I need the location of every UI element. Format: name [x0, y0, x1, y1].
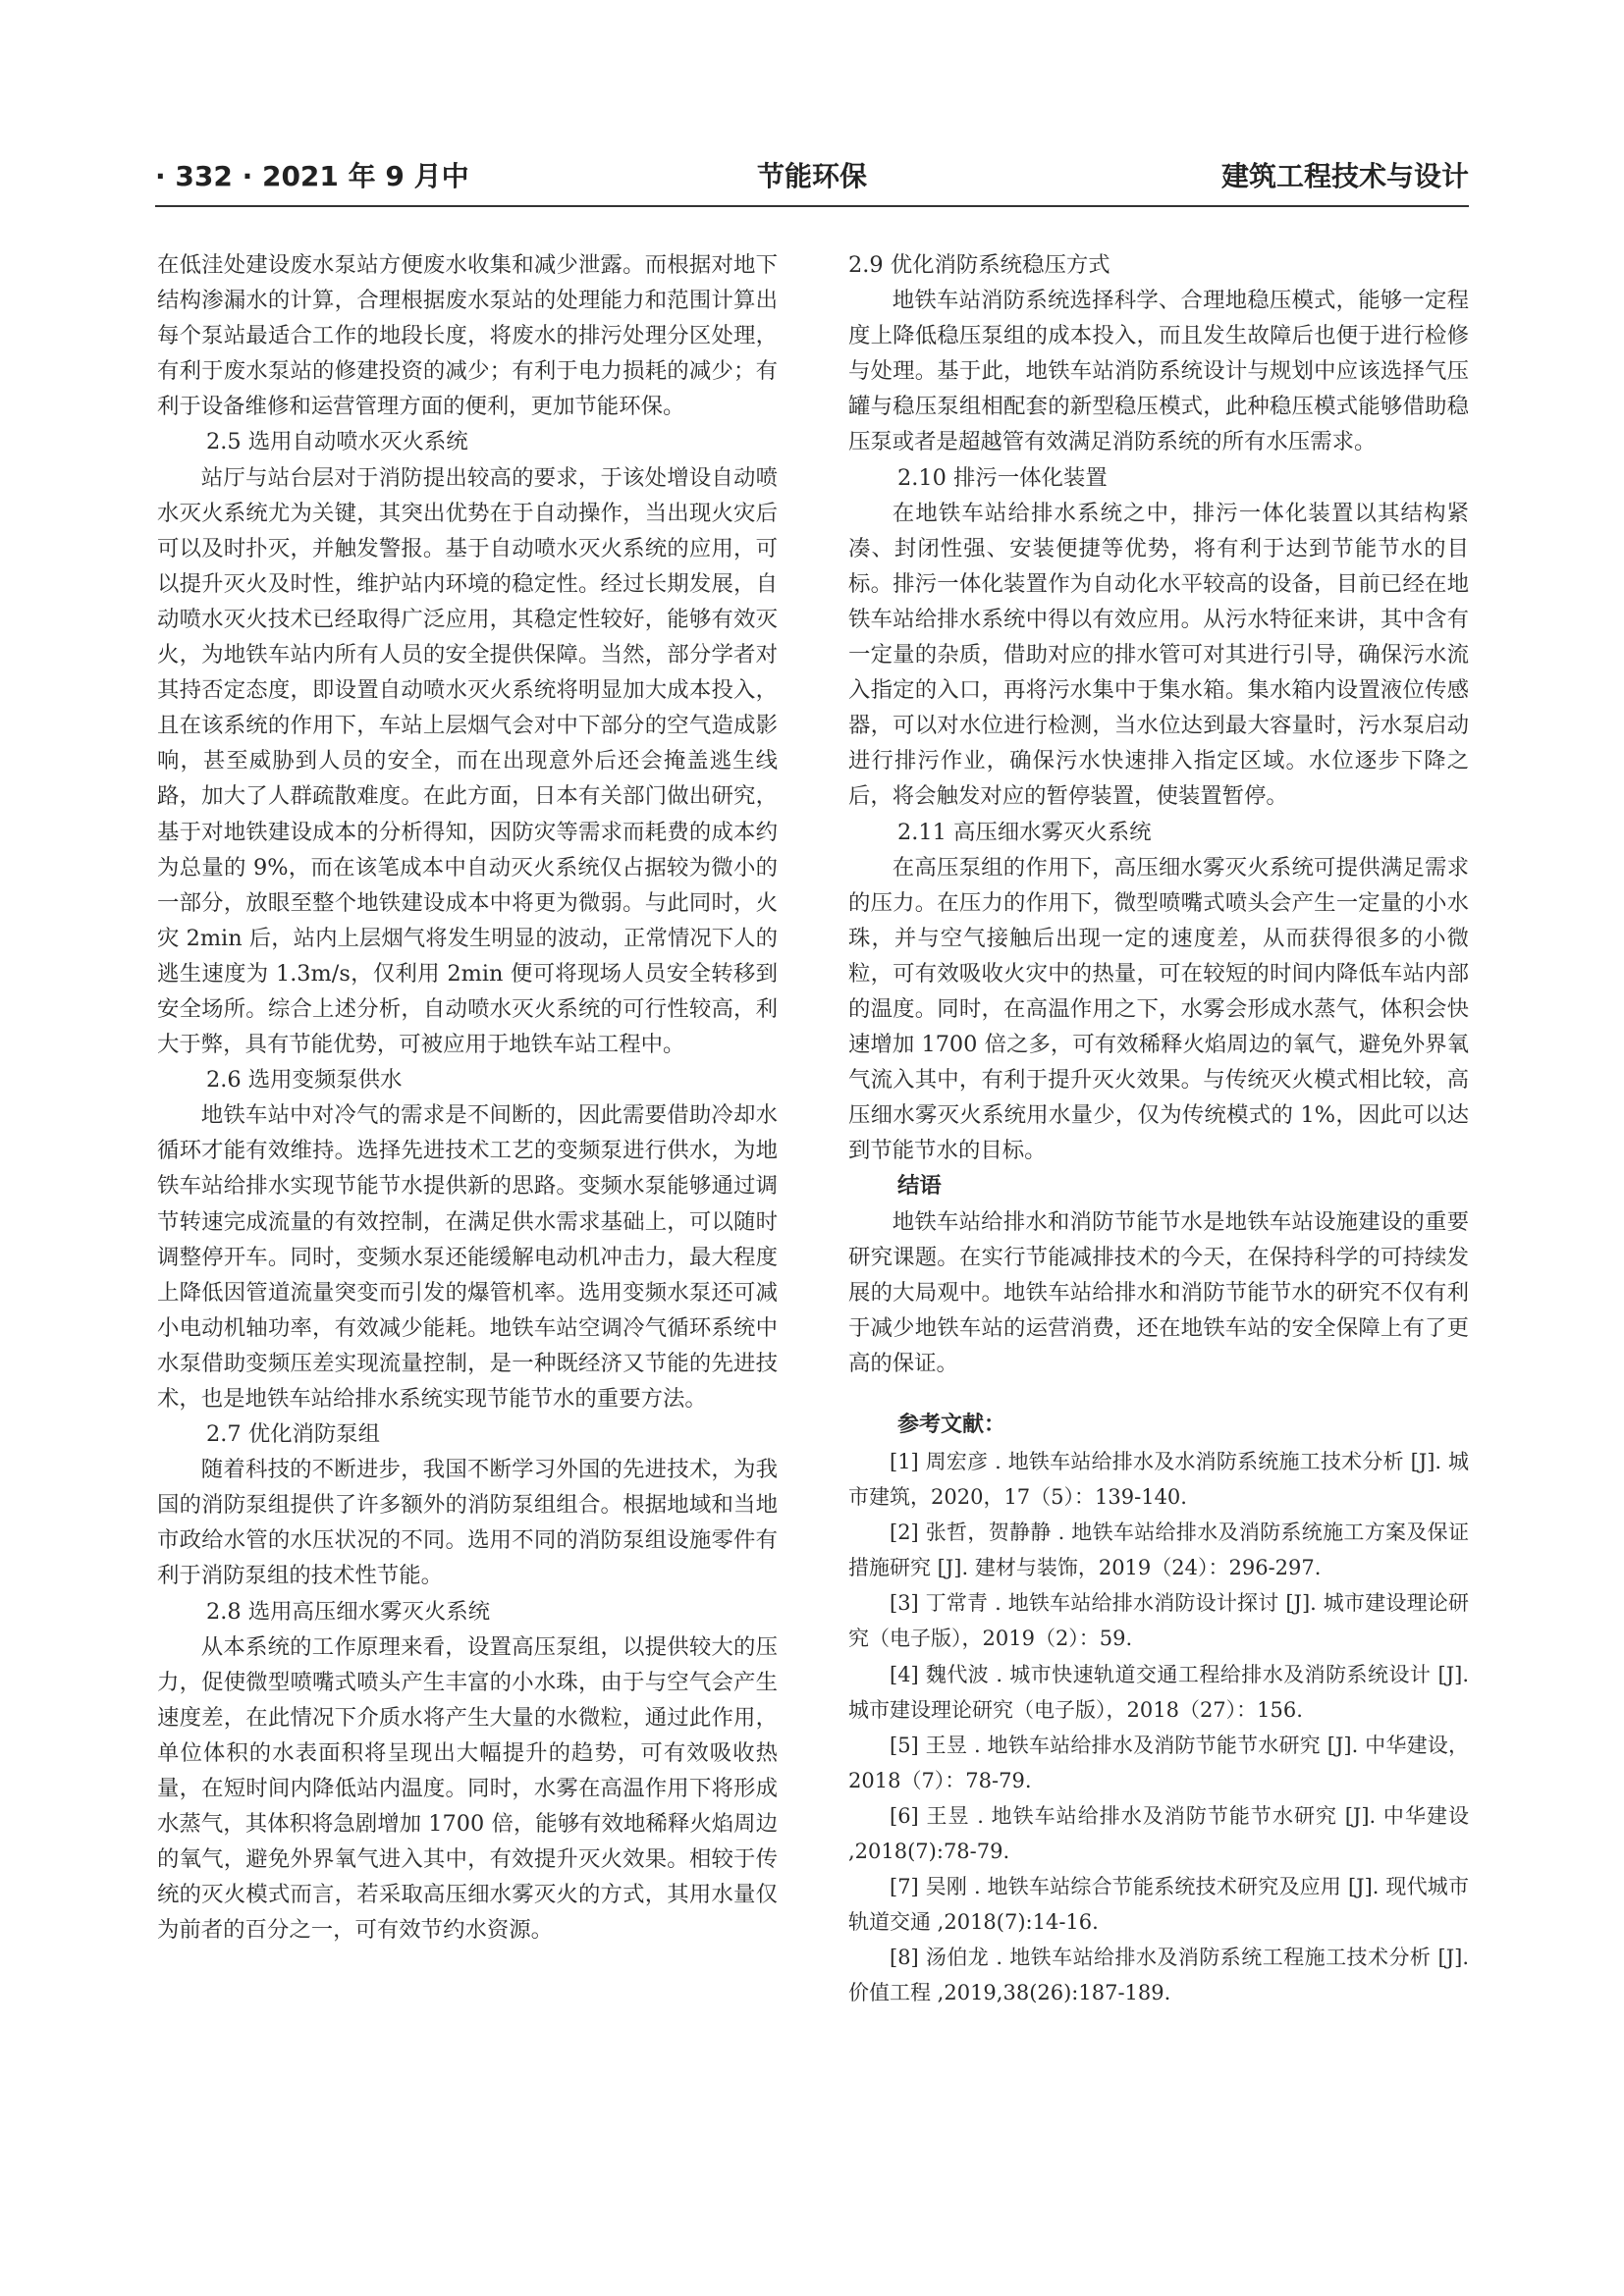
- header-divider: [155, 205, 1469, 207]
- paragraph-2-7: 随着科技的不断进步，我国不断学习外国的先进技术，为我国的消防泵组提供了许多额外的消防泵组组合。根据地域和当地市政给水管的水压状况的不同。选用不同的消防泵组设施零件有利于消防泵组的技术性节能。: [157, 1457, 778, 1589]
- reference-item: [1] 周宏彦 . 地铁车站给排水及水消防系统施工技术分析 [J]. 城市建筑，2020，17（5）：139-140.: [848, 1450, 1469, 1510]
- reference-item: [6] 王昱 . 地铁车站给排水及消防节能节水研究 [J]. 中华建设 ,2018(7):78-79.: [848, 1803, 1469, 1864]
- paragraph-2-10: 在地铁车站给排水系统之中，排污一体化装置以其结构紧凑、封闭性强、安装便捷等优势，将有利于达到节能节水的目标。排污一体化装置作为自动化水平较高的设备，目前已经在地铁车站给排水系统中得以有效应用。从污水特征来讲，其中含有一定量的杂质，借助对应的排水管可对其进行引导，确保污水流入指定的入口，再将污水集中于集水箱。集水箱内设置液位传感器，可以对水位进行检测，当水位达到最大容量时，污水泵启动进行排污作业，确保污水快速排入指定区域。水位逐步下降之后，将会触发对应的暂停装置，使装置暂停。: [848, 500, 1469, 810]
- paragraph-2-8: 从本系统的工作原理来看，设置高压泵组，以提供较大的压力，促使微型喷嘴式喷头产生丰富的小水珠，由于与空气会产生速度差，在此情况下介质水将产生大量的水微粒，通过此作用，单位体积的水表面积将呈现出大幅提升的趋势，可有效吸收热量，在短时间内降低站内温度。同时，水雾在高温作用下将形成水蒸气，其体积将急剧增加 1700 倍，能够有效地稀释火焰周边的氧气，避免外界氧气进入其中，有效提升灭火效果。相较于传统的灭火模式而言，若采取高压细水雾灭火的方式，其用水量仅为前者的百分之一，可有效节约水资源。: [157, 1633, 778, 1944]
- section-heading-2-6: 2.6 选用变频泵供水: [206, 1067, 403, 1094]
- intro-paragraph: 在低洼处建设废水泵站方便废水收集和减少泄露。而根据对地下结构渗漏水的计算，合理根据废水泵站的处理能力和范围计算出每个泵站最适合工作的地段长度，将废水的排污处理分区处理，有利于废水泵站的修建投资的减少；有利于电力损耗的减少；有利于设备维修和运营管理方面的便利，更加节能环保。: [157, 252, 778, 420]
- conclusion-paragraph: 地铁车站给排水和消防节能节水是地铁车站设施建设的重要研究课题。在实行节能减排技术的今天，在保持科学的可持续发展的大局观中。地铁车站给排水和消防节能节水的研究不仅有利于减少地铁车站的运营消费，还在地铁车站的安全保障上有了更高的保证。: [848, 1208, 1469, 1376]
- paragraph-2-6: 地铁车站中对冷气的需求是不间断的，因此需要借助冷却水循环才能有效维持。选择先进技术工艺的变频泵进行供水，为地铁车站给排水实现节能节水提供新的思路。变频水泵能够通过调节转速完成流量的有效控制，在满足供水需求基础上，可以随时调整停开车。同时，变频水泵还能缓解电动机冲击力，最大程度上降低因管道流量突变而引发的爆管机率。选用变频水泵还可减小电动机轴功率，有效减少能耗。地铁车站空调冷气循环系统中水泵借助变频压差实现流量控制，是一种既经济又节能的先进技术，也是地铁车站给排水系统实现节能节水的重要方法。: [157, 1102, 778, 1412]
- paragraph-2-5: 站厅与站台层对于消防提出较高的要求，于该处增设自动喷水灭火系统尤为关键，其突出优势在于自动操作，当出现火灾后可以及时扑灭，并触发警报。基于自动喷水灭火系统的应用，可以提升灭火及时性，维护站内环境的稳定性。经过长期发展，自动喷水灭火技术已经取得广泛应用，其稳定性较好，能够有效灭火，为地铁车站内所有人员的安全提供保障。当然，部分学者对其持否定态度，即设置自动喷水灭火系统将明显加大成本投入，且在该系统的作用下，车站上层烟气会对中下部分的空气造成影响，甚至威胁到人员的安全，而在出现意外后还会掩盖逃生线路，加大了人群疏散难度。在此方面，日本有关部门做出研究，基于对地铁建设成本的分析得知，因防灾等需求而耗费的成本约为总量的 9%，而在该笔成本中自动灭火系统仅占据较为微小的一部分，放眼至整个地铁建设成本中将更为微弱。与此同时，火灾 2min 后，站内上层烟气将发生明显的波动，正常情况下人的逃生速度为 1.3m/s，仅利用 2min 便可将现场人员安全转移到安全场所。综合上述分析，自动喷水灭火系统的可行性较高，利大于弊，具有节能优势，可被应用于地铁车站工程中。: [157, 464, 778, 1058]
- references-heading: 参考文献：: [897, 1412, 1006, 1437]
- paragraph-2-11: 在高压泵组的作用下，高压细水雾灭火系统可提供满足需求的压力。在压力的作用下，微型喷嘴式喷头会产生一定量的小水珠，并与空气接触后出现一定的速度差，从而获得很多的小微粒，可有效吸收火灾中的热量，可在较短的时间内降低车站内部的温度。同时，在高温作用之下，水雾会形成水蒸气，体积会快速增加 1700 倍之多，可有效稀释火焰周边的氧气，避免外界氧气流入其中，有利于提升灭火效果。与传统灭火模式相比较，高压细水雾灭火系统用水量少，仅为传统模式的 1%，因此可以达到节能节水的目标。: [848, 854, 1469, 1164]
- paragraph-2-9: 地铁车站消防系统选择科学、合理地稳压模式，能够一定程度上降低稳压泵组的成本投入，而且发生故障后也便于进行检修与处理。基于此，地铁车站消防系统设计与规划中应该选择气压罐与稳压泵组相配套的新型稳压模式，此种稳压模式能够借助稳压泵或者是超越管有效满足消防系统的所有水压需求。: [848, 288, 1469, 455]
- section-heading-2-7: 2.7 优化消防泵组: [206, 1421, 381, 1448]
- reference-item: [8] 汤伯龙 . 地铁车站给排水及消防系统工程施工技术分析 [J]. 价值工程 ,2019,38(26):187-189.: [848, 1946, 1469, 2005]
- reference-item: [7] 吴刚 . 地铁车站综合节能系统技术研究及应用 [J]. 现代城市轨道交通 ,2018(7):14-16.: [848, 1875, 1469, 1935]
- conclusion-heading: 结语: [897, 1173, 942, 1200]
- right-column: [848, 247, 1469, 2011]
- reference-item: [2] 张哲，贺静静 . 地铁车站给排水及消防系统施工方案及保证措施研究 [J]. 建材与装饰，2019（24）：296-297.: [848, 1521, 1469, 1580]
- page-number-date: · 332 · 2021 年 9 月中: [155, 160, 469, 192]
- left-column: [157, 247, 778, 1949]
- section-heading-2-9: 2.9 优化消防系统稳压方式: [848, 252, 1110, 278]
- section-heading-2-5: 2.5 选用自动喷水灭火系统: [206, 429, 468, 455]
- section-heading-2-8: 2.8 选用高压细水雾灭火系统: [206, 1598, 491, 1625]
- reference-item: [4] 魏代波 . 城市快速轨道交通工程给排水及消防系统设计 [J]. 城市建设理论研究（电子版），2018（27）：156.: [848, 1662, 1469, 1722]
- journal-section: 节能环保: [756, 160, 867, 192]
- section-heading-2-11: 2.11 高压细水雾灭火系统: [897, 819, 1152, 845]
- reference-item: [5] 王昱 . 地铁车站给排水及消防节能节水研究 [J]. 中华建设，2018（7）：78-79.: [848, 1733, 1469, 1792]
- reference-item: [3] 丁常青 . 地铁车站给排水消防设计探讨 [J]. 城市建设理论研究（电子版），2019（2）：59.: [848, 1591, 1469, 1651]
- journal-title: 建筑工程技术与设计: [1220, 160, 1469, 192]
- running-header: [155, 155, 1469, 200]
- section-heading-2-10: 2.10 排污一体化装置: [897, 464, 1108, 491]
